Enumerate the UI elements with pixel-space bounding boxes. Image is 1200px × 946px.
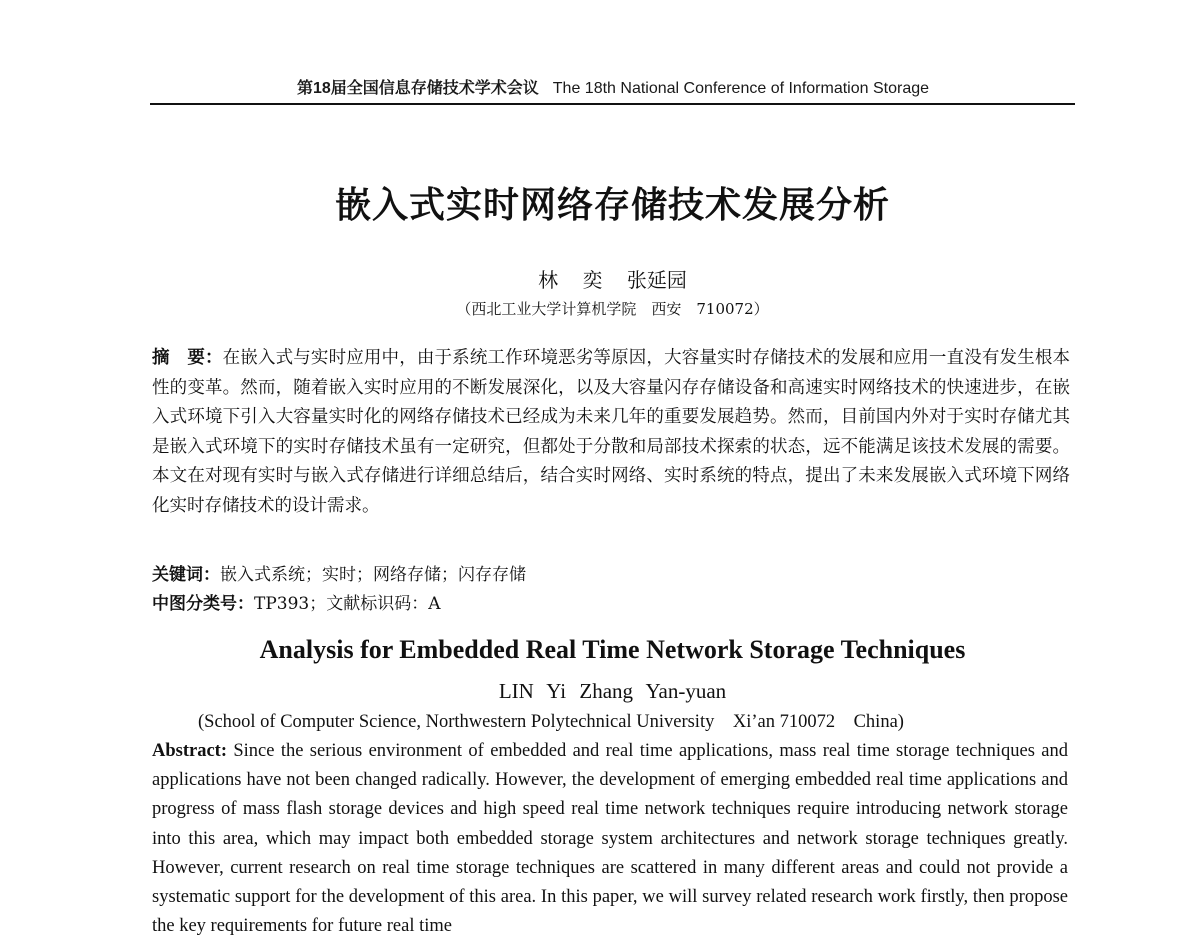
abstract-zh [152,344,1070,522]
abstract-en [152,737,1068,941]
authors-zh: 林 奕 张延园 [538,268,687,292]
paper-title-zh: 嵌入式实时网络存储技术发展分析 [334,185,890,226]
keywords-zh [152,561,1070,589]
running-header [152,76,1074,103]
keywords-zh-text: 嵌入式系统；实时；网络存储；闪存存储 [220,565,526,585]
authors-en: LIN Yi Zhang Yan-yuan [498,679,727,703]
classification-zh-label: 中图分类号： [152,594,254,614]
running-header-zh: 第18届全国信息存储技术学术会议 [296,80,539,97]
abstract-en-label: Abstract: [152,741,228,761]
paper-title-en: Analysis for Embedded Real Time Network Storage Techniques [259,635,966,664]
affiliation-zh: （西北工业大学计算机学院 西安 710072） [456,300,769,318]
abstract-zh-text: 在嵌入式与实时应用中，由于系统工作环境恶劣等原因，大容量实时存储技术的发展和应用一直没有发生根本性的变革。然而，随着嵌入实时应用的不断发展深化，以及大容量闪存存储设备和高速实时网络技术的快速进步，在嵌入式环境下引入大容量实时化的网络存储技术已经成为未来几年的重要发展趋势。然而，目前国内外对于实时存储尤其是嵌入式环境下的实时存储技术虽有一定研究，但都处于分散和局部技术探索的状态，远不能满足该技术发展的需要。本文在对现有实时与嵌入式存储进行详细总结后，结合实时网络、实时系统的特点，提出了未来发展嵌入式环境下网络化实时存储技术的设计需求。 [152,348,1071,516]
header-rule [150,103,1075,105]
affiliation-en: (School of Computer Science, Northwestern Polytechnical University Xi’an 710072 China) [198,712,904,732]
keywords-zh-label: 关键词： [152,565,220,585]
classification-zh [152,590,1070,618]
running-header-en: The 18th National Conference of Information Storage [552,80,930,97]
abstract-zh-label: 摘 要： [152,348,223,368]
abstract-en-text: Since the serious environment of embedded and real time applications, mass real time storage techniques and applications have not been changed radically. However, the development of emerging embedded real time applications and progress of mass flash storage devices and high speed real time network techniques require introducing network storage into this area, which may impact both embedded storage system architectures and network storage techniques greatly. However, current research on real time storage techniques are scattered in many different areas and could not provide a systematic support for the development of this area. In this paper, we will survey related research work firstly, then propose the key requirements for future real time [152,741,1068,937]
classification-zh-text: TP393；文献标识码：A [254,594,441,614]
